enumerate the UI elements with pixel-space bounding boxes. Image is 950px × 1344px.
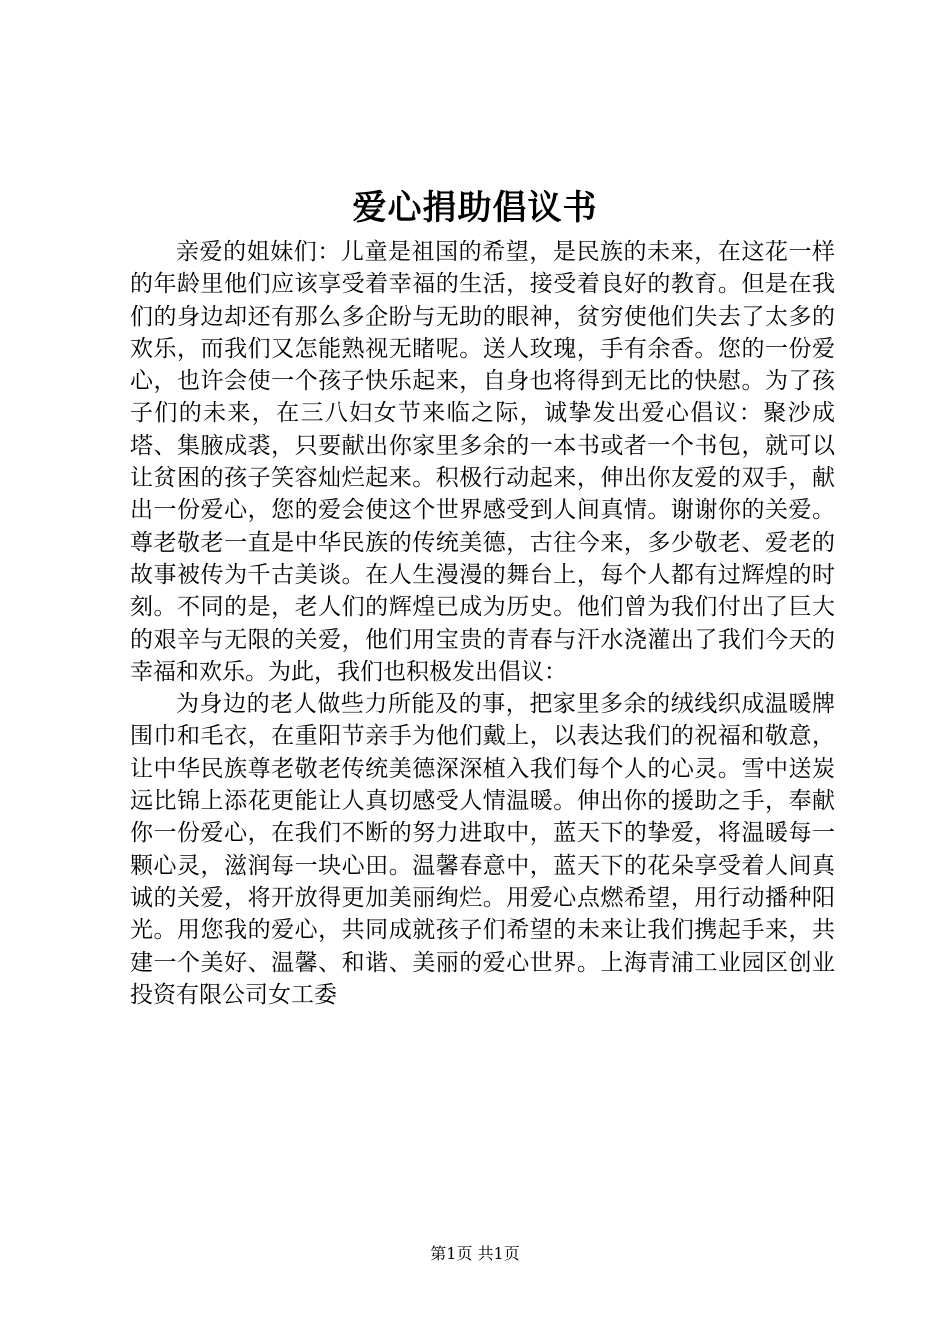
paragraph-2: 为身边的老人做些力所能及的事，把家里多余的绒线织成温暖牌围巾和毛衣，在重阳节亲手为他们戴上，以表达我们的祝福和敬意，让中华民族尊老敬老传统美德深深植入我们每个人的心灵。雪中送炭远比锦上添花更能让人真切感受人情温暖。伸出你的援助之手，奉献你一份爱心，在我们不断的努力进取中，蓝天下的挚爱，将温暖每一颗心灵，滋润每一块心田。温馨春意中，蓝天下的花朵享受着人间真诚的关爱，将开放得更加美丽绚烂。用爱心点燃希望，用行动播种阳光。用您我的爱心，共同成就孩子们希望的未来让我们携起手来，共建一个美好、温馨、和谐、美丽的爱心世界。上海青浦工业园区创业投资有限公司女工委 (130, 691, 835, 1008)
page-number-footer: 第1页 共1页 (430, 1244, 520, 1263)
document-body (130, 236, 835, 1011)
paragraph-1: 亲爱的姐妹们：儿童是祖国的希望，是民族的未来，在这花一样的年龄里他们应该享受着幸福的生活，接受着良好的教育。但是在我们的身边却还有那么多企盼与无助的眼神，贫穷使他们失去了太多的欢乐，而我们又怎能熟视无睹呢。送人玫瑰，手有余香。您的一份爱心，也许会使一个孩子快乐起来，自身也将得到无比的快慰。为了孩子们的未来，在三八妇女节来临之际，诚挚发出爱心倡议：聚沙成塔、集腋成裘，只要献出你家里多余的一本书或者一个书包，就可以让贫困的孩子笑容灿烂起来。积极行动起来，伸出你友爱的双手，献出一份爱心，您的爱会使这个世界感受到人间真情。谢谢你的关爱。尊老敬老一直是中华民族的传统美德，古往今来，多少敬老、爱老的故事被传为千古美谈。在人生漫漫的舞台上，每个人都有过辉煌的时刻。不同的是，老人们的辉煌已成为历史。他们曾为我们付出了巨大的艰辛与无限的关爱，他们用宝贵的青春与汗水浇灌出了我们今天的幸福和欢乐。为此，我们也积极发出倡议： (130, 239, 835, 685)
page-title: 爱心捐助倡议书 (352, 188, 598, 228)
